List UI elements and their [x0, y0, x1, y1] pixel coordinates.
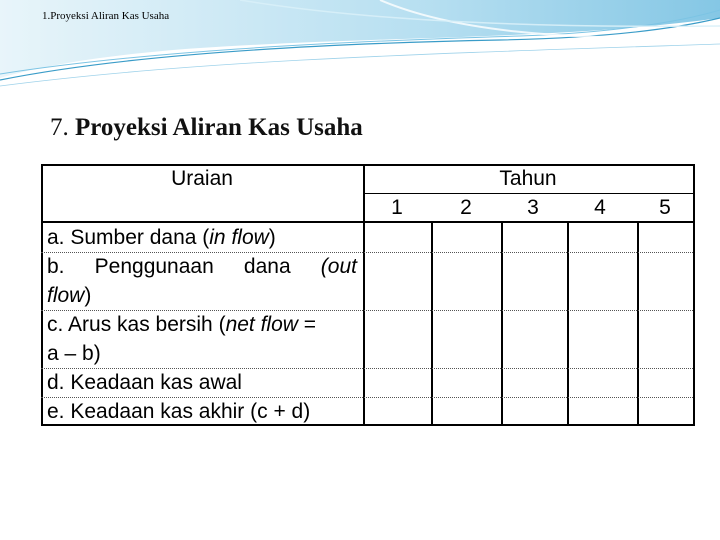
col-divider-uraian	[363, 164, 365, 426]
row-c-line1: c. Arus kas bersih (net flow =	[47, 313, 317, 336]
year-2: 2	[460, 196, 472, 219]
row-a: a. Sumber dana (in flow)	[47, 226, 276, 249]
title-text: Proyeksi Aliran Kas Usaha	[75, 114, 363, 141]
year-3: 3	[527, 196, 539, 219]
uraian-list	[47, 223, 357, 426]
title-number: 7.	[50, 114, 69, 141]
year-5: 5	[659, 196, 671, 219]
header-tahun: Tahun	[499, 167, 557, 190]
row-b-line1: b. Penggunaan dana (out	[47, 255, 357, 278]
row-d: d. Keadaan kas awal	[47, 371, 242, 394]
col-divider-1	[431, 223, 433, 426]
year-1: 1	[391, 196, 403, 219]
col-divider-4	[637, 223, 639, 426]
year-4: 4	[594, 196, 606, 219]
cash-flow-table	[41, 164, 695, 426]
row-e: e. Keadaan kas akhir (c + d)	[47, 400, 311, 423]
col-divider-2	[501, 223, 503, 426]
row-b-line2: flow)	[47, 284, 92, 307]
row-c-line2: a – b)	[47, 342, 101, 365]
col-divider-3	[567, 223, 569, 426]
page-title	[50, 114, 363, 142]
header-text: 1.Proyeksi Aliran Kas Usaha	[42, 10, 170, 22]
header-uraian: Uraian	[171, 167, 233, 190]
